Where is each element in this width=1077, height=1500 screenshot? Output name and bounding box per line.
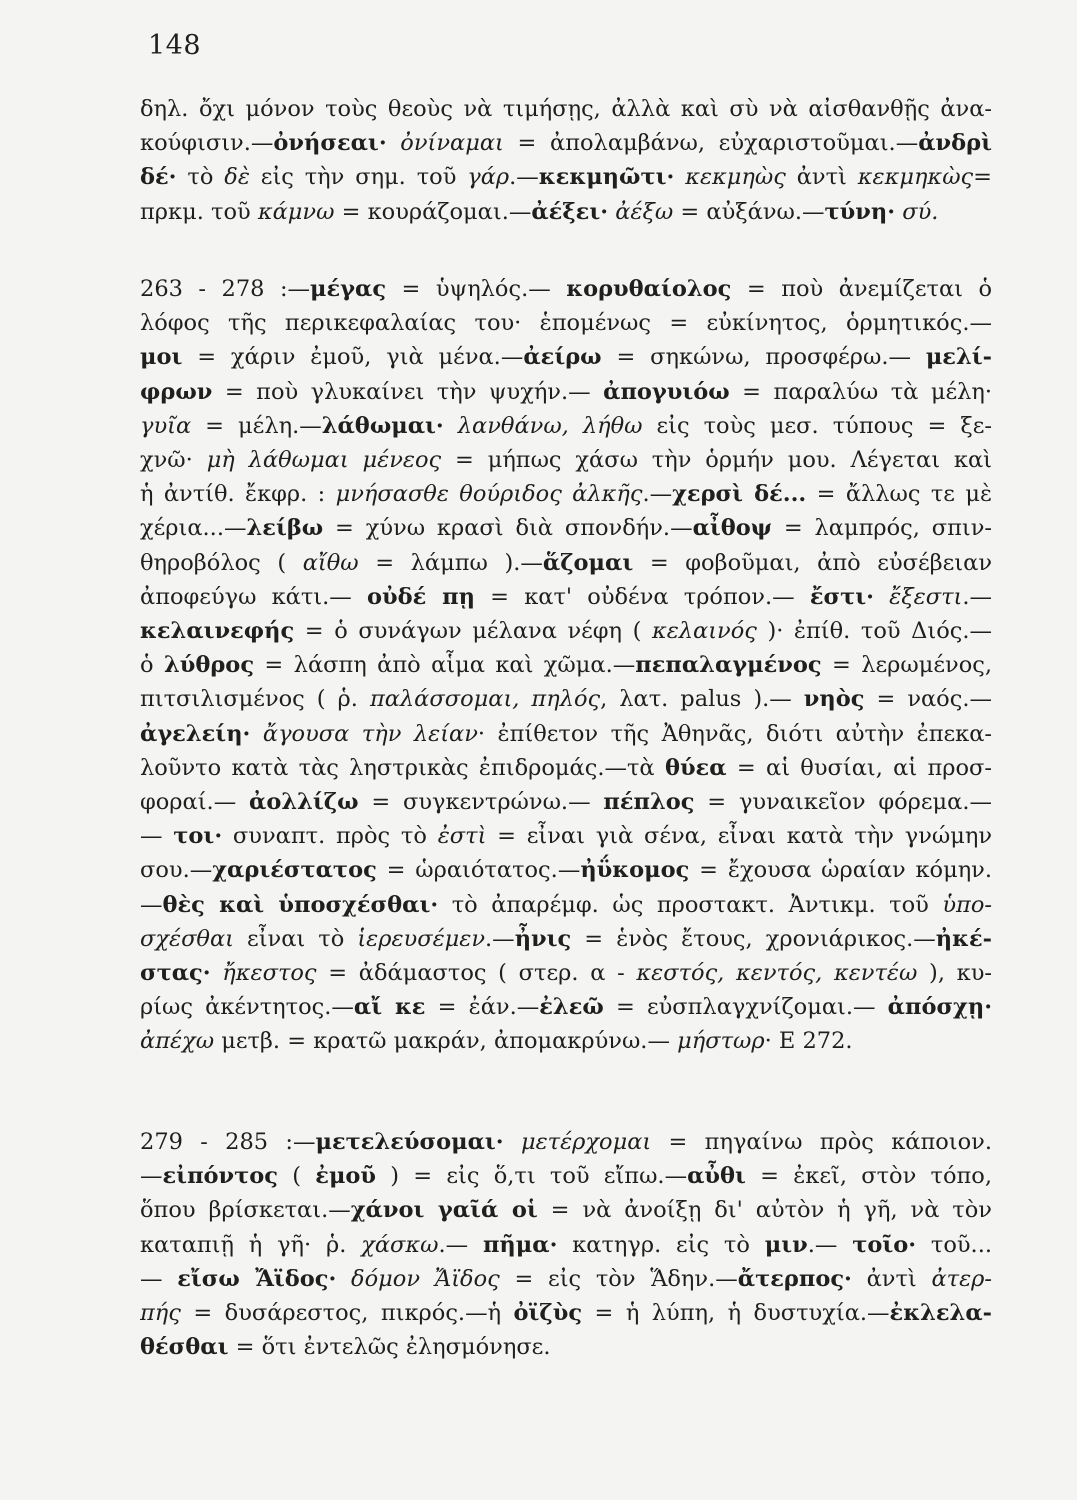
italic-term: δόμον Ἄϊδος: [336, 1265, 500, 1292]
italic-term: ἀέξω: [608, 198, 674, 225]
text-segment: μετβ. = κρατῶ μακράν, ἀπομακρύνω.—: [214, 1028, 678, 1055]
italic-term: μήστωρ: [677, 1028, 765, 1055]
text-line: [140, 126, 992, 160]
bold-term: ὀνήσεαι·: [273, 130, 387, 157]
text-line: [140, 511, 992, 545]
text-segment: ρίως ἀκέντητος.—: [140, 994, 354, 1021]
bold-term: οὐδέ πῃ: [366, 583, 475, 610]
text-line: [140, 160, 992, 194]
bold-term: ἦνις: [514, 925, 572, 952]
italic-term: κελαινός: [651, 618, 757, 645]
bold-term: ἄτερπος·: [737, 1265, 852, 1292]
text-segment: ἀντὶ: [851, 1265, 932, 1292]
italic-term: δὲ: [224, 164, 250, 191]
italic-term: γάρ: [467, 164, 510, 191]
italic-term: ἤκεστος: [210, 960, 317, 987]
text-line: [140, 1262, 992, 1296]
text-segment: = δυσάρεστος, πικρός.—ἡ: [180, 1300, 514, 1327]
text-segment: = εἶναι γιὰ σένα, εἶναι κατὰ τὴν γνώμην: [486, 823, 992, 850]
text-line: [140, 409, 992, 443]
text-segment: = λερωμένος,: [821, 652, 992, 679]
text-segment: —: [140, 1163, 163, 1190]
text-segment: .—: [509, 164, 539, 191]
bold-term: ἀείρω: [523, 344, 602, 371]
bold-term: ἀπογυιόω: [603, 378, 730, 405]
text-line: [140, 546, 992, 580]
text-segment: κατηγρ. εἰς τὸ: [557, 1231, 765, 1258]
text-segment: πρκμ. τοῦ: [140, 198, 258, 225]
text-segment: —: [140, 1265, 178, 1292]
text-segment: = ἐκεῖ, στὸν τόπο,: [745, 1163, 992, 1190]
text-segment: λοῦντο κατὰ τὰς ληστρικὰς ἐπιδρομάς.—τὰ: [140, 754, 665, 781]
bold-term: πεπαλαγμένος: [635, 652, 822, 679]
italic-term: ἐστὶ: [437, 823, 487, 850]
bold-term: λύθρος: [163, 652, 255, 679]
bold-term: τύνη·: [824, 198, 896, 225]
bold-term: ἐκλελα-: [889, 1300, 992, 1327]
text-segment: = εὐσπλαγχνίζομαι.—: [603, 994, 888, 1021]
text-segment: = ὅτι ἐντελῶς ἐλησμόνησε.: [228, 1334, 551, 1361]
text-segment: τὸ ἀπαρέμφ. ὡς προστακτ. Ἀντικμ. τοῦ: [438, 891, 943, 918]
text-segment: = λάμπω ).—: [358, 549, 543, 576]
text-segment: = κατ' οὐδένα τρόπον.—: [474, 583, 810, 610]
text-segment: )· ἐπίθ. τοῦ Διός.—: [756, 618, 992, 645]
text-line: [140, 990, 992, 1024]
italic-term: αἴθω: [302, 549, 359, 576]
text-segment: ), κυ-: [917, 960, 992, 987]
text-segment: = νὰ ἀνοίξῃ δι' αὐτὸν ἡ γῆ, νὰ τὸν: [537, 1197, 992, 1224]
text-segment: · ἐπίθετον τῆς Ἀθηνᾶς, διότι αὐτὴν ἐπεκα-: [477, 720, 992, 747]
text-line: [140, 648, 992, 682]
text-segment: = κουράζομαι.—: [334, 198, 532, 225]
bold-term: πῆμα·: [482, 1231, 558, 1258]
text-line: [140, 1296, 992, 1330]
text-line: [140, 477, 992, 511]
italic-term: κάμνω: [257, 198, 335, 225]
paragraph-1: [140, 92, 992, 229]
italic-term: ἱερευσέμεν: [357, 925, 486, 952]
bold-term: τοι·: [173, 823, 223, 850]
bold-term: κεκμηῶτι·: [538, 164, 675, 191]
paragraph-3: [140, 1125, 992, 1364]
text-segment: .—: [438, 1231, 483, 1258]
text-segment: = συγκεντρώνω.—: [358, 789, 604, 816]
text-line: [140, 853, 992, 887]
text-segment: .—: [962, 583, 992, 610]
bold-term: δέ·: [140, 164, 177, 191]
bold-term: πέπλος: [603, 789, 695, 816]
text-segment: εἶναι τὸ: [234, 925, 358, 952]
text-segment: ἀποφεύγω κάτι.—: [140, 583, 367, 610]
text-segment: ὁ: [140, 652, 164, 679]
text-segment: = ποὺ γλυκαίνει τὴν ψυχήν.—: [212, 378, 604, 405]
text-line: [140, 1228, 992, 1262]
bold-term: χερσὶ δέ...: [672, 481, 807, 508]
italic-term: μὴ λάθωμαι μένεος: [206, 447, 442, 474]
bold-term: χάνοι γαῖά οἱ: [350, 1197, 538, 1224]
text-line: [140, 1159, 992, 1193]
text-segment: = ἐάν.—: [425, 994, 540, 1021]
text-segment: = ἑνὸς ἔτους, χρονιάρικος.—: [571, 925, 936, 952]
bold-term: ἀγελείη·: [140, 720, 251, 747]
italic-term: ὀνίναμαι: [386, 130, 504, 157]
text-line: [140, 922, 992, 956]
text-segment: = ἀδάμαστος ( στερ. α -: [316, 960, 637, 987]
bold-term: κορυθαίολος: [566, 276, 732, 302]
text-segment: .—: [807, 1231, 853, 1258]
text-segment: = γυναικεῖον φόρεμα.—: [694, 789, 992, 816]
text-segment: φοραί.—: [140, 789, 250, 816]
text-line: [140, 717, 992, 751]
text-segment: —: [140, 823, 174, 850]
text-line: [140, 580, 992, 614]
text-line: [140, 819, 992, 853]
italic-term: μνήσασθε θούριδος ἀλκῆς: [335, 481, 643, 508]
bold-term: ἐλεῶ: [539, 994, 604, 1021]
italic-term: χάσκω: [361, 1231, 439, 1258]
italic-term: ὑπο-: [942, 891, 992, 918]
text-line: [140, 443, 992, 477]
bold-term: εἴσω Ἄϊδος·: [177, 1265, 337, 1292]
bold-term: ἠΰκομος: [580, 857, 690, 884]
bold-term: θύεα: [664, 754, 727, 781]
bold-term: κελαινεφής: [140, 618, 295, 645]
text-line: [140, 1024, 992, 1058]
italic-term: κεκμηκὼς: [857, 164, 974, 191]
text-segment: = ὑψηλός.—: [386, 276, 567, 302]
bold-term: λείβω: [246, 515, 324, 542]
text-segment: = λαμπρός, σπιν-: [771, 515, 992, 542]
text-segment: εἰς τὴν σημ. τοῦ: [249, 164, 468, 191]
text-line: [140, 195, 992, 229]
text-segment: = ἡ λύπη, ἡ δυστυχία.—: [582, 1300, 890, 1327]
text-segment: = ἄλλως τε μὲ: [806, 481, 992, 508]
text-line: [140, 1193, 992, 1227]
text-segment: ) = εἰς ὅ,τι τοῦ εἴπω.—: [376, 1163, 688, 1190]
text-segment: = χάριν ἐμοῦ, γιὰ μένα.—: [182, 344, 524, 371]
text-segment: · Ε 272.: [764, 1028, 853, 1055]
text-line: [140, 272, 992, 306]
text-line: [140, 340, 992, 374]
text-segment: =: [973, 164, 992, 191]
bold-term: θὲς καὶ ὑποσχέσθαι·: [162, 891, 439, 918]
bold-term: ἀνδρὶ: [918, 130, 992, 157]
text-segment: .—: [642, 481, 673, 508]
bold-term: αἶθοψ: [692, 515, 772, 542]
text-segment: = χύνω κρασὶ διὰ σπονδήν.—: [323, 515, 693, 542]
italic-term: λανθάνω, λήθω: [443, 412, 643, 439]
italic-term: κεστός, κεντός, κεντέω: [636, 960, 918, 987]
text-line: [140, 956, 992, 990]
text-segment: = φοβοῦμαι, ἀπὸ εὐσέβειαν: [633, 549, 992, 576]
text-segment: = σηκώνω, προσφέρω.—: [601, 344, 926, 371]
italic-term: ἄγουσα τὴν λείαν: [250, 720, 478, 747]
bold-term: ἀολλίζω: [249, 789, 359, 816]
bold-term: μιν: [764, 1231, 808, 1258]
text-segment: σου.—: [140, 857, 213, 884]
text-segment: = ἀπολαμβάνω, εὐχαριστοῦμαι.—: [503, 130, 919, 157]
italic-term: γυῖα: [140, 412, 192, 439]
text-segment: τοῦ...: [916, 1231, 992, 1258]
text-segment: ὅπου βρίσκεται.—: [140, 1197, 351, 1224]
bold-term: χαριέστατος: [212, 857, 377, 884]
text-segment: = μήπως χάσω τὴν ὁρμήν μου. Λέγεται καὶ: [441, 447, 992, 474]
bold-term: φρων: [140, 378, 213, 405]
text-segment: ἀντὶ: [785, 164, 858, 191]
bold-term: ἀπόσχῃ·: [887, 994, 992, 1021]
text-segment: = ποὺ ἀνεμίζεται ὁ: [731, 276, 992, 302]
italic-term: πής: [140, 1300, 181, 1327]
text-segment: = αἱ θυσίαι, αἱ προσ-: [726, 754, 992, 781]
text-line: [140, 751, 992, 785]
text-line: [140, 682, 992, 716]
italic-term: ἔξεστι: [873, 583, 963, 610]
paragraph-2: [140, 272, 992, 1059]
bold-term: στας·: [140, 960, 211, 987]
text-segment: κούφισιν.—: [140, 130, 274, 157]
italic-term: ἀπέχω: [140, 1028, 215, 1055]
text-segment: (: [278, 1163, 316, 1190]
bold-term: ἠκέ-: [935, 925, 992, 952]
text-segment: ἡ ἀντίθ. ἔκφρ. :: [140, 481, 336, 508]
bold-term: μετελεύσομαι·: [315, 1129, 504, 1155]
bold-term: ἅζομαι: [542, 549, 634, 576]
text-segment: = παραλύω τὰ μέλη·: [729, 378, 992, 405]
italic-term: παλάσσομαι, πηλός: [369, 686, 601, 713]
text-segment: θηροβόλος (: [140, 549, 303, 576]
bold-term: μοι: [140, 344, 183, 371]
page-number: 148: [148, 30, 202, 61]
text-segment: , λατ. palus ).—: [600, 686, 804, 713]
bold-term: αἴ κε: [353, 994, 426, 1021]
text-segment: χνῶ·: [140, 447, 207, 474]
text-segment: 263 - 278 :—: [140, 276, 311, 302]
text-segment: —: [140, 891, 163, 918]
text-line: [140, 1125, 992, 1159]
text-line: [140, 92, 992, 126]
text-segment: = ἔχουσα ὡραίαν κόμην.: [689, 857, 992, 884]
italic-term: ἀτερ-: [931, 1265, 992, 1292]
text-line: [140, 614, 992, 648]
text-segment: λόφος τῆς περικεφαλαίας του· ἑπομένως = εὐκίνητος, ὁρμητικός.—: [140, 310, 992, 337]
bold-term: ὀϊζὺς: [513, 1300, 583, 1327]
bold-term: θέσθαι: [140, 1334, 229, 1361]
text-segment: = αὐξάνω.—: [673, 198, 825, 225]
text-segment: πιτσιλισμένος ( ῥ.: [140, 686, 370, 713]
text-line: [140, 888, 992, 922]
text-segment: = ὡραιότατος.—: [376, 857, 581, 884]
text-line: [140, 306, 992, 340]
text-segment: = εἰς τὸν Ἅδην.—: [499, 1265, 738, 1292]
text-segment: συναπτ. πρὸς τὸ: [222, 823, 438, 850]
bold-term: ἐμοῦ: [315, 1163, 377, 1190]
italic-term: σύ.: [895, 198, 939, 225]
italic-term: μετέρχομαι: [503, 1129, 652, 1155]
text-segment: εἰς τοὺς μεσ. τύπους = ξε-: [642, 412, 992, 439]
bold-term: αὖθι: [687, 1163, 746, 1190]
bold-term: ἔστι·: [809, 583, 874, 610]
text-line: [140, 785, 992, 819]
bold-term: τοῖο·: [852, 1231, 917, 1258]
text-segment: = πηγαίνω πρὸς κάποιον.: [651, 1129, 992, 1155]
text-segment: τὸ: [176, 164, 225, 191]
text-segment: 279 - 285 :—: [140, 1129, 316, 1155]
text-segment: = λάσπη ἀπὸ αἷμα καὶ χῶμα.—: [254, 652, 636, 679]
bold-term: εἰπόντος: [162, 1163, 278, 1190]
bold-term: λάθωμαι·: [321, 412, 444, 439]
bold-term: ἀέξει·: [531, 198, 609, 225]
text-segment: = ὁ συνάγων μέλανα νέφη (: [294, 618, 652, 645]
text-segment: = μέλη.—: [191, 412, 322, 439]
text-line: [140, 1330, 992, 1364]
bold-term: μελί-: [925, 344, 992, 371]
italic-term: σχέσθαι: [140, 925, 234, 952]
text-segment: = ναός.—: [864, 686, 992, 713]
bold-term: νηὸς: [803, 686, 865, 713]
text-segment: καταπιῇ ἡ γῆ· ῥ.: [140, 1231, 362, 1258]
text-segment: χέρια...—: [140, 515, 247, 542]
text-segment: δηλ. ὄχι μόνον τοὺς θεοὺς νὰ τιμήσῃς, ἀλλὰ καὶ σὺ νὰ αἰσθανθῇς ἀνα-: [140, 96, 992, 122]
text-segment: .—: [485, 925, 515, 952]
bold-term: μέγας: [310, 276, 387, 302]
text-line: [140, 375, 992, 409]
italic-term: κεκμηὼς: [674, 164, 786, 191]
